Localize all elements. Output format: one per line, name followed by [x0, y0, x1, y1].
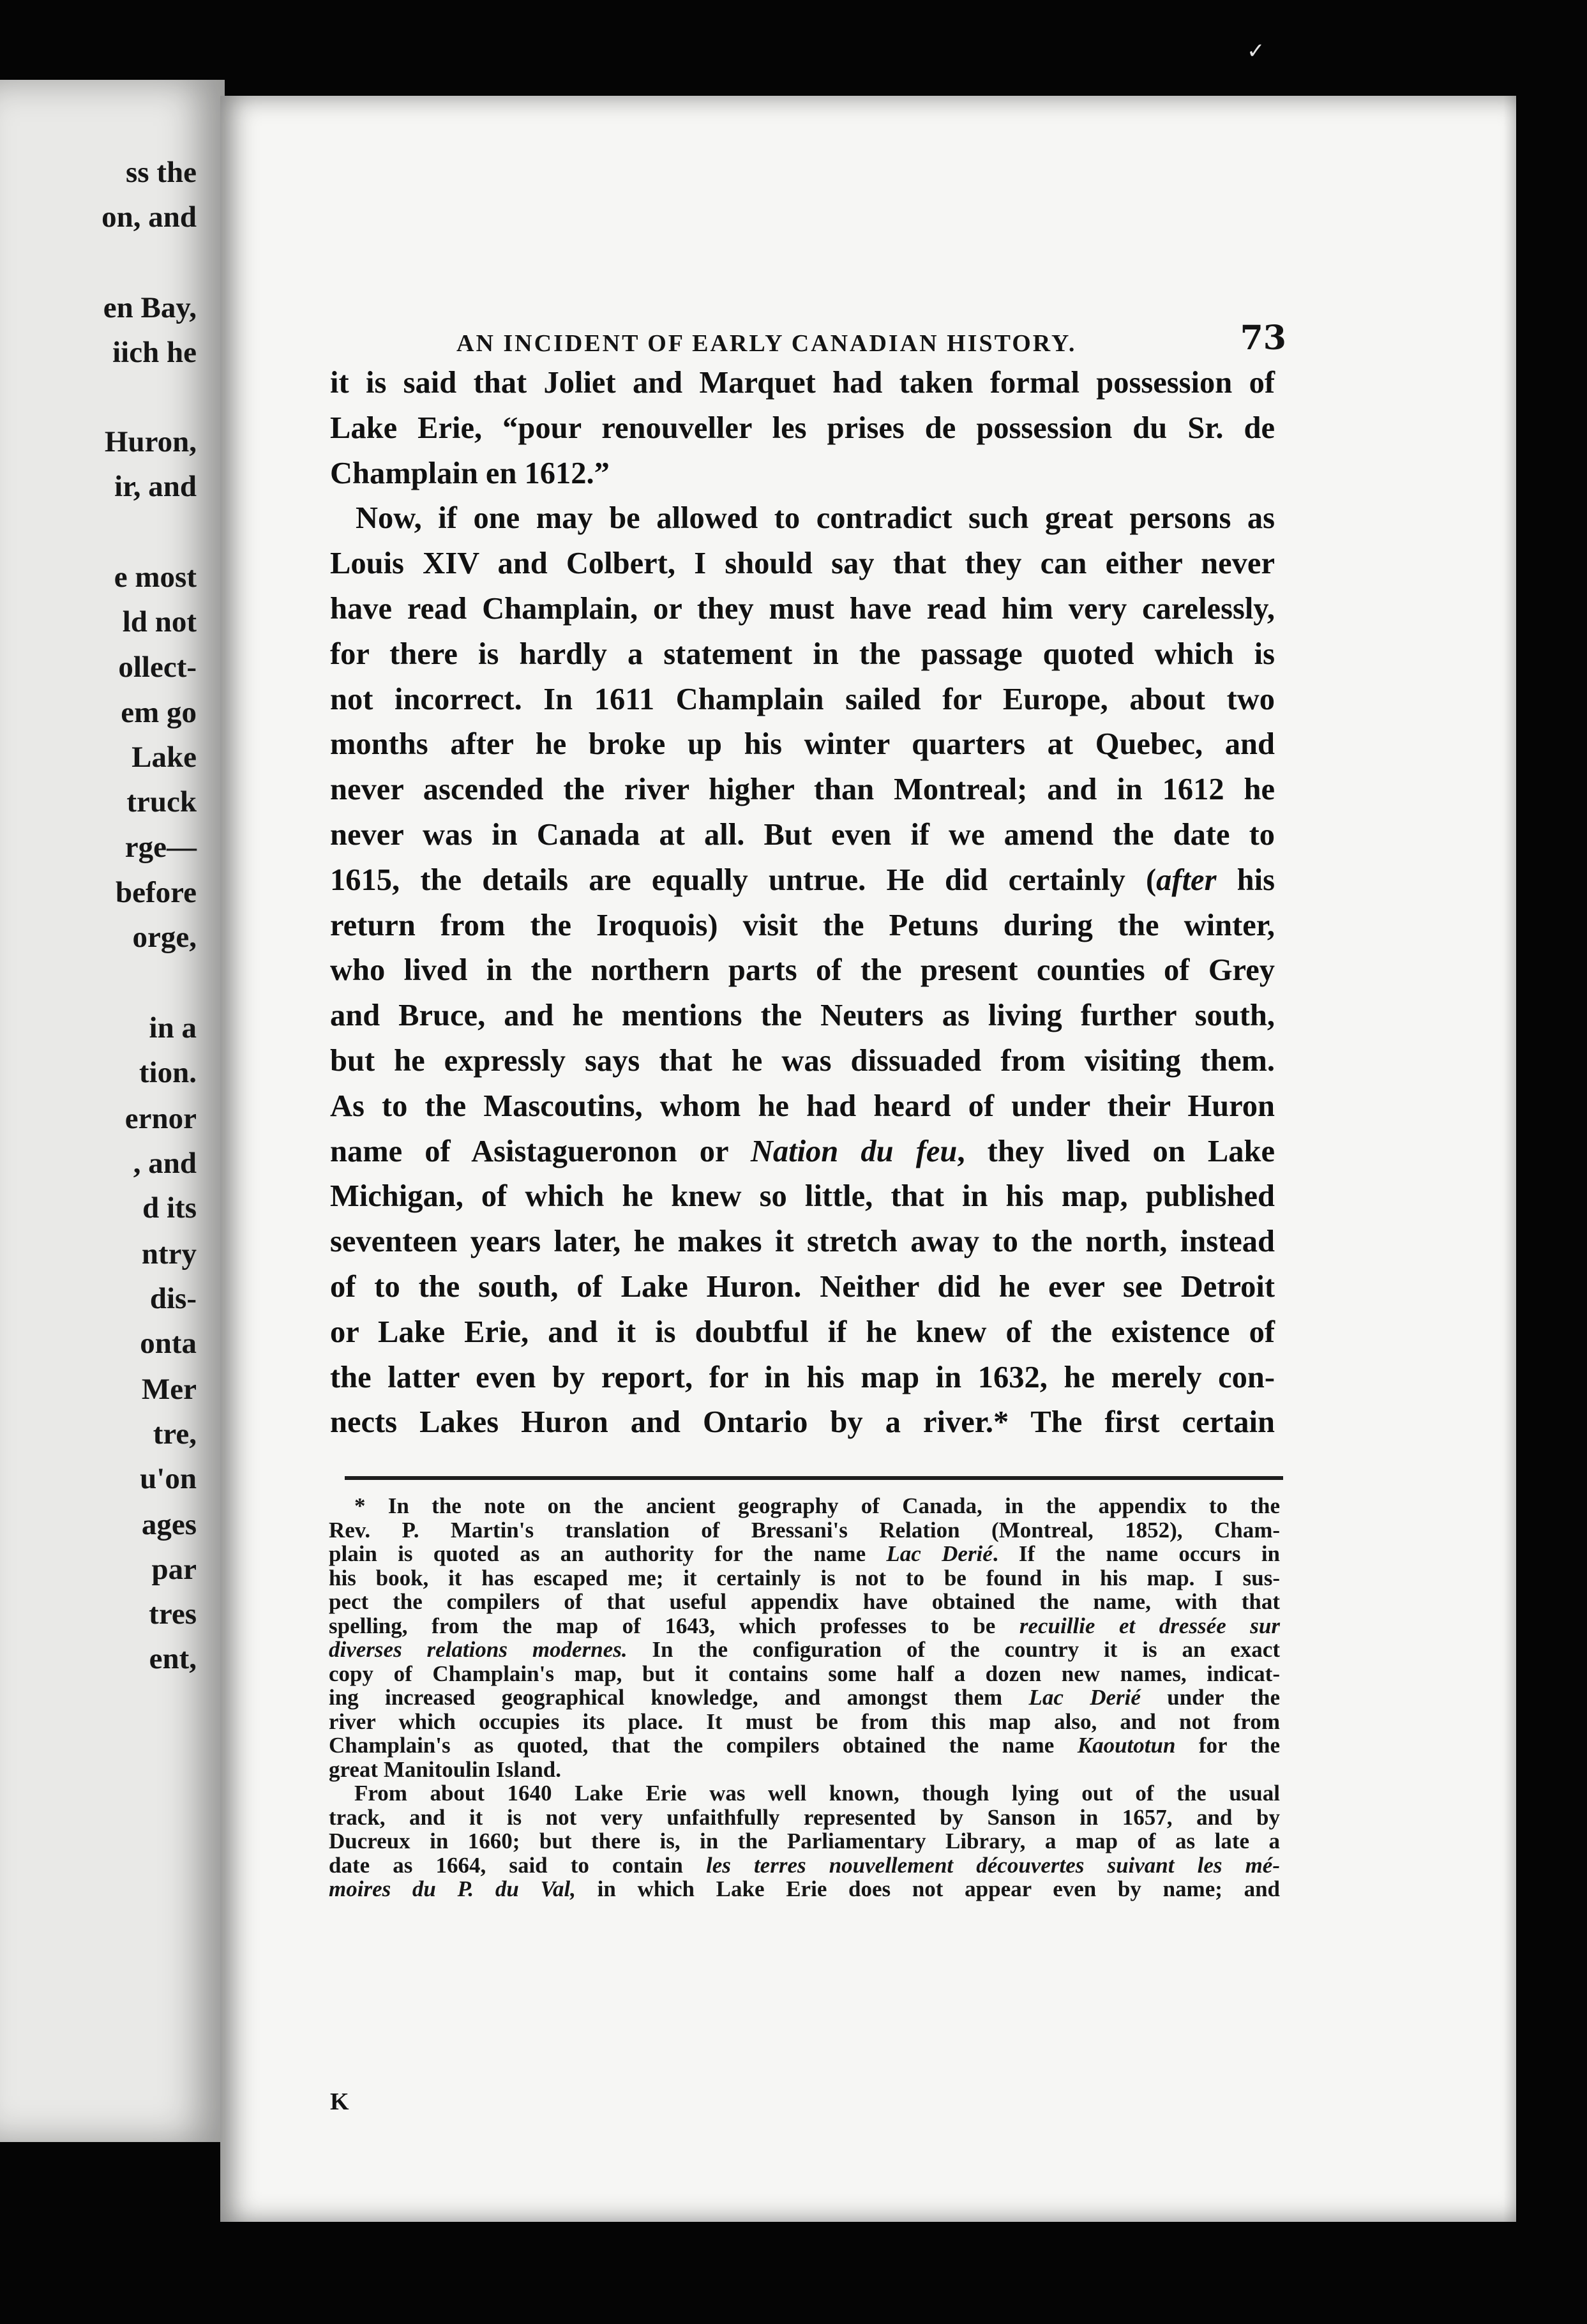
footnote-line	[329, 1853, 1280, 1878]
text-segment: , they lived on Lake	[957, 1134, 1275, 1168]
facing-line: Mer	[141, 1373, 197, 1406]
text-segment: name of Asistagueronon or	[330, 1134, 751, 1168]
facing-line: e most	[114, 561, 197, 594]
text-line: Michigan, of which he knew so little, that in his map, published	[330, 1179, 1275, 1214]
italic-text: recuillie et dressée sur	[1019, 1613, 1280, 1638]
facing-line: u'on	[140, 1462, 197, 1495]
text-line: Champlain en 1612.”	[330, 456, 610, 490]
facing-line: ss the	[126, 156, 197, 189]
facing-line: iich he	[112, 336, 197, 369]
facing-line: ages	[141, 1508, 197, 1541]
text-line: it is said that Joliet and Marquet had taken formal possession of	[330, 366, 1275, 400]
facing-line: ernor	[124, 1102, 197, 1135]
text-line: Lake Erie, “pour renouveller les prises de possession du Sr. de	[330, 411, 1275, 445]
facing-line: truck	[126, 785, 197, 819]
facing-line: orge,	[132, 921, 197, 954]
text-segment: 1615, the details are equally untrue. He did certainly (	[330, 863, 1157, 897]
footnote-rule	[345, 1476, 1283, 1480]
facing-line: ent,	[149, 1642, 197, 1675]
footnote-line: From about 1640 Lake Erie was well known, though lying out of the usual	[354, 1781, 1280, 1806]
text-line: seventeen years later, he makes it stretch away to the north, instead	[330, 1225, 1275, 1259]
corner-tick-mark: ✓	[1247, 40, 1265, 63]
footnote-line	[329, 1733, 1280, 1758]
facing-line: tre,	[153, 1417, 197, 1451]
facing-line: in a	[149, 1011, 197, 1045]
footnote-line: Ducreux in 1660; but there is, in the Parliamentary Library, a map of as late a	[329, 1829, 1280, 1853]
footnote-line: track, and it is not very unfaithfully represented by Sanson in 1657, and by	[329, 1804, 1280, 1830]
text-line: nects Lakes Huron and Ontario by a river.* The first certain	[330, 1405, 1275, 1440]
facing-line: d its	[142, 1191, 197, 1225]
footnote-line	[329, 1614, 1280, 1638]
text-line: As to the Mascoutins, whom he had heard of under their Huron	[330, 1089, 1275, 1123]
footnote-line: Rev. P. Martin's translation of Bressani's Relation (Montreal, 1852), Cham-	[329, 1517, 1280, 1543]
text-segment: plain is quoted as an authority for the name	[329, 1541, 887, 1566]
facing-line: par	[151, 1553, 197, 1586]
page-number: 73	[1240, 319, 1286, 358]
text-line: or Lake Erie, and it is doubtful if he knew of the existence of	[330, 1315, 1275, 1349]
facing-line: Lake	[132, 741, 197, 774]
text-line: Louis XIV and Colbert, I should say that they can either never	[330, 547, 1275, 581]
footnote-line	[329, 1877, 1280, 1901]
text-segment: ing increased geographical knowledge, and amongst them	[329, 1685, 1029, 1710]
text-segment: under the	[1140, 1685, 1280, 1710]
footnote-line	[329, 1686, 1280, 1710]
text-line: never was in Canada at all. But even if we amend the date to	[330, 817, 1275, 852]
text-line: for there is hardly a statement in the passage quoted which is	[330, 637, 1275, 671]
footnote-line: great Manitoulin Island.	[329, 1756, 561, 1782]
facing-line: ntry	[141, 1237, 197, 1271]
text-line: the latter even by report, for in his map in 1632, he merely con-	[330, 1360, 1275, 1394]
text-line	[330, 858, 1275, 903]
text-line	[330, 1129, 1275, 1175]
facing-line: ollect-	[118, 651, 197, 684]
footnote-line: * In the note on the ancient geography of Canada, in the appendix to the	[354, 1493, 1280, 1518]
facing-line: on, and	[102, 200, 197, 234]
text-segment: date as 1664, said to contain	[329, 1852, 706, 1878]
italic-text: Lac Derié	[1028, 1685, 1141, 1710]
text-line: and Bruce, and he mentions the Neuters as living further south,	[330, 999, 1275, 1033]
book-page	[220, 96, 1516, 2222]
facing-line: tion.	[139, 1056, 197, 1089]
text-segment: In the configuration of the country it is an exact	[627, 1637, 1280, 1662]
running-title: AN INCIDENT OF EARLY CANADIAN HISTORY.	[456, 330, 1077, 357]
italic-text: after	[1156, 863, 1217, 897]
facing-line: ir, and	[114, 470, 197, 503]
text-segment: for the	[1175, 1733, 1280, 1758]
footnote-line: copy of Champlain's map, but it contains some half a dozen new names, indicat-	[329, 1661, 1280, 1686]
text-segment: spelling, from the map of 1643, which professes to be	[329, 1613, 1019, 1638]
text-line: of to the south, of Lake Huron. Neither did he ever see Detroit	[330, 1269, 1275, 1304]
facing-line: , and	[133, 1147, 197, 1180]
running-head	[456, 306, 1286, 358]
text-segment: Champlain's as quoted, that the compilers obtained the name	[329, 1733, 1078, 1758]
text-line: months after he broke up his winter quarters at Quebec, and	[330, 727, 1275, 762]
footnotes	[329, 1494, 1280, 1901]
facing-line: en Bay,	[103, 291, 197, 324]
italic-text: Kaoutotun	[1077, 1733, 1176, 1758]
facing-line: rge—	[124, 831, 197, 864]
facing-line: ld not	[122, 605, 197, 638]
text-line: return from the Iroquois) visit the Petuns during the winter,	[330, 908, 1275, 942]
text-line: have read Champlain, or they must have read him very carelessly,	[330, 591, 1275, 626]
italic-text: les terres nouvellement découvertes suivant les mé-	[705, 1852, 1280, 1878]
footnote-line: his book, it has escaped me; it certainly is not to be found in his map. I sus-	[329, 1565, 1280, 1590]
italic-text: moires du P. du Val,	[329, 1876, 576, 1901]
footnote-line	[329, 1638, 1280, 1662]
text-segment: in which Lake Erie does not appear even by name; and	[575, 1876, 1280, 1901]
text-segment: . If the name occurs in	[992, 1541, 1281, 1566]
facing-line: onta	[140, 1327, 197, 1360]
text-line: not incorrect. In 1611 Champlain sailed for Europe, about two	[330, 682, 1275, 716]
body-text	[330, 361, 1275, 1445]
footnote-line: pect the compilers of that useful appendix have obtained the name, with that	[329, 1589, 1280, 1614]
footnote-line: river which occupies its place. It must be from this map also, and not from	[329, 1709, 1280, 1734]
footnote-line	[329, 1542, 1280, 1566]
signature-mark: K	[330, 2088, 349, 2115]
italic-text: diverses relations modernes.	[329, 1637, 628, 1662]
text-segment: his	[1216, 863, 1275, 897]
facing-line: Huron,	[104, 425, 197, 458]
facing-page-fragment	[0, 80, 225, 2142]
facing-line: tres	[149, 1597, 197, 1631]
italic-text: Nation du feu	[750, 1134, 958, 1168]
text-line: never ascended the river higher than Montreal; and in 1612 he	[330, 773, 1275, 807]
text-line: who lived in the northern parts of the present counties of Grey	[330, 953, 1275, 988]
text-line: Now, if one may be allowed to contradict such great persons as	[356, 501, 1275, 536]
facing-line: before	[115, 876, 197, 909]
text-line: but he expressly says that he was dissuaded from visiting them.	[330, 1043, 1275, 1078]
facing-line: dis-	[149, 1282, 197, 1315]
italic-text: Lac Derié	[886, 1541, 993, 1566]
facing-line: em go	[121, 696, 197, 729]
